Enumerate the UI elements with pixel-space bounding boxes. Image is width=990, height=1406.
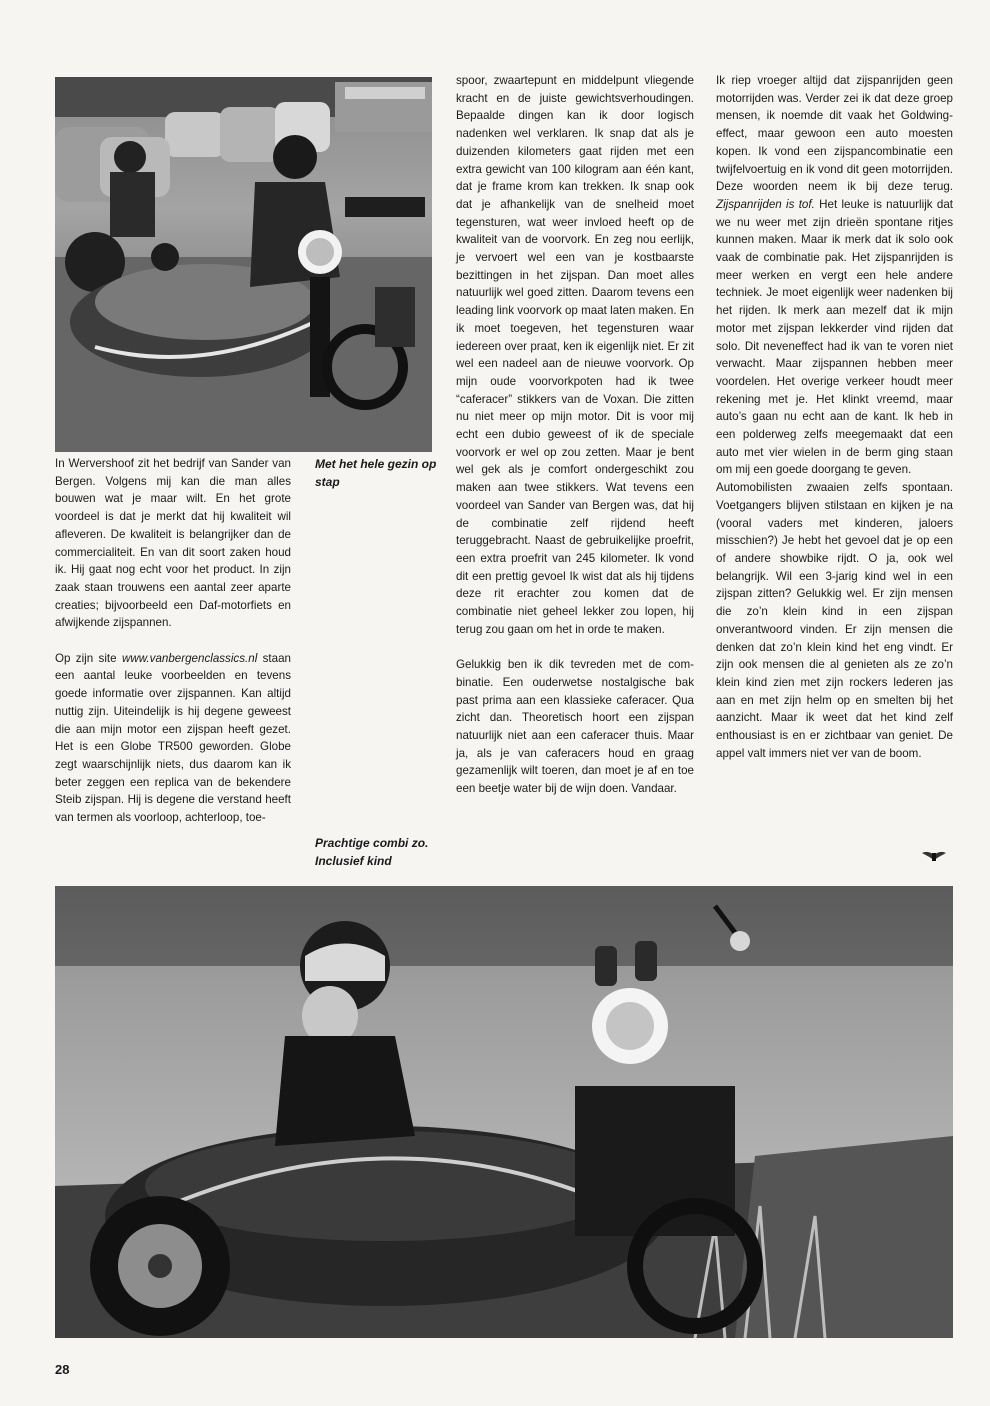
paragraph: Op zijn site www.vanbergenclassics.nl staan een aantal leuke voorbeelden en tevens goede informatie over zijspannen. Kan altijd nuttig zijn. Uiteindelijk is hij degene geweest die aan mijn motor een zijspan heeft gezet. Het is een Globe TR500 geworden. Globe zegt waarschijnlijk niets, dus daarom kan ik beter zeggen een replica van de bekendere Steib zijspan. Hij is degene die verstand heeft van termen als voorloop, achterloop, toe- xyxy=(55,651,291,825)
photo-sidecar-riders xyxy=(55,77,432,452)
photo-caption-bottom: Prachtige combi zo. Inclusief kind xyxy=(315,836,429,868)
article-column-3 xyxy=(716,72,953,762)
paragraph: Gelukkig ben ik dik tevreden met de combinatie. Een ouderwetse nostalgische bak past prima aan een klassieke caferacer. Qua zicht dan. Theoretisch hoort een zijspan natuurlijk niet aan een caferacer thuis. Maar ja, als je van caferacers houd en graag gezamenlijk wilt toeren, dan moet je af en toe een beetje water bij de wijn doen. Vandaar. xyxy=(456,658,694,796)
end-of-article-icon xyxy=(921,850,947,864)
paragraph: Ik riep vroeger altijd dat zijspanrijden geen motorrijden was. Verder zei ik dat deze groep mensen, ik noemde dit vaak het Goldwing-effect, maar gewoon een auto moesten kopen. Ik vond een zijspancombinatie een twijfelvoertuig en ik vond dit geen motorrijden. Deze woorden neem ik bij deze terug. Zijspanrijden is tof. Het leuke is natuurlijk dat we nu weer met zijn drieën spontane ritjes kunnen maken. Maar ik merk dat ik solo ook vaak de combinatie pak. Het zijspanrijden is meer werken en vergt een hele andere techniek. Je moet eigenlijk weer nadenken bij het rijden. Ik merk aan mezelf dat ik mijn motor met zijspan lekkerder vind rijden dat solo. Dit neveneffect had ik van te voren niet verwacht. Maar zijspannen hebben meer voordelen. Het overige verkeer houdt meer rekening met je. Het klinkt vreemd, maar auto’s gaan nu echt aan de kant. Ik heb in een polderweg zelfs meegemaakt dat een auto met vier wielen in de berm ging staan om mij een goede doorgang te geven. xyxy=(716,74,953,477)
article-column-2 xyxy=(456,72,694,798)
page-number: 28 xyxy=(55,1362,70,1377)
photo-caption-top: Met het hele gezin op stap xyxy=(315,457,437,489)
paragraph: In Wervershoof zit het bedrijf van Sander van Bergen. Volgens mij kan die man alles bouwen wat je maar wilt. En het grote voordeel is dat je merkt dat hij kwaliteit wil afleveren. De kwaliteit is belangrijker dan de commercialiteit. En van dit soort zaken houd ik. Hij gaat nog echt voor het product. In zijn zaak staan trouwens een aantal zeer aparte creaties; bijvoorbeeld een Daf-motorfiets en afwijkende zijspannen. xyxy=(55,457,291,630)
paragraph: spoor, zwaartepunt en middelpunt vliegende kracht en de juiste gewichtsverhoudingen. Bepaalde dingen kan ik door logisch nadenken wel verklaren. Ik snap dat als je duizenden kilometers gaat rijden met een extra gewicht van 100 kilogram aan één kant, dat je frame krom kan trekken. Ik snap ook dat je afhankelijk van de snelheid moet tegensturen, wat weer invloed heeft op de kwaliteit van de voorvork. En zeg nou eerlijk, je vervoert wel een van je kostbaarste bezittingen in het zijspan. Dan moet alles natuurlijk wel goed zitten. Daarom tevens een leading link voorvork op maat laten maken. En ik moet toegeven, het tegensturen waar iedereen over praat, ken ik eigenlijk niet. Er zit wel een nadeel aan de nieuwe voorvork. Op mijn oude voorvorkpoten had ik twee “caferacer” stikkers van de Voxan. Die zitten nu niet meer op mijn motor. Dit is voor mij echt een dubio geweest of ik de speciale voorvork er wel op zou zetten. Maar je bent wel gek als je comfort ondergeschikt zou maken aan twee stikkers. Wat tevens een voordeel van Sander van Bergen was, dat hij de combinatie zelf rijdend heeft teruggebracht. Naast de gebruikelijke proefrit, een extra proefrit van 245 kilometer. Ik vond dit een prettig gevoel Ik wist dat als hij tijdens deze rit erachter zou komen dat de combinatie niet geheel lekker zou lopen, hij terug zou gaan om het in orde te maken. xyxy=(456,74,694,636)
article-column-1 xyxy=(55,455,291,827)
photo-child-in-sidecar xyxy=(55,886,953,1338)
paragraph: Automobilisten zwaaien zelfs spontaan. Voetgangers blijven stilstaan en kijken je na (vooral vaders met kinderen, jaloers misschien?) Je hebt het gevoel dat je op een of andere showbike rijdt. O ja, ook wel belangrijk. Wil een 3-jarig kind wel in een zijspan zitten? Gelukkig wel. Er zijn mensen die zo’n klein kind in een zijspan onverantwoord vinden. Er zijn mensen die denken dat zo’n klein kind het eng vindt. Er zijn ook mensen die al genieten als ze zo’n klein kind zien met zijn rockers lederen jas aan en met zijn helm op en smelten bij het aanzicht. Maar ik weet dat het kind zelf enthousiast is en er zichtbaar van geniet. De appel valt immers niet ver van de boom. xyxy=(716,481,953,760)
website-link-text: www.vanbergenclassics.nl xyxy=(121,651,258,665)
